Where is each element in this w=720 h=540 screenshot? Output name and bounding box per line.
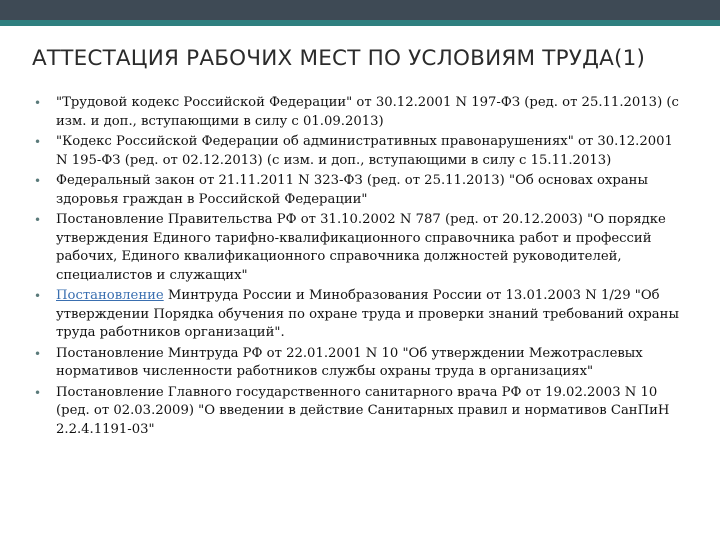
list-item xyxy=(34,287,684,343)
top-bar-accent-stripe xyxy=(0,20,720,26)
list-item-text: Постановление Главного государственного санитарного врача РФ от 19.02.2003 N 10 (ред. от 02.03.2009) "О введении в действие Санитарных правил и нормативов СанПиН 2.2.4.1191-03" xyxy=(56,384,670,437)
list-item xyxy=(34,133,684,170)
list-item xyxy=(34,94,684,131)
list-item-text: "Трудовой кодекс Российской Федерации" от 30.12.2001 N 197-ФЗ (ред. от 25.11.2013) (с изм. и доп., вступающими в силу с 01.09.2013) xyxy=(56,95,679,129)
bullet-icon: • xyxy=(34,346,42,361)
list-item-text: Постановление Правительства РФ от 31.10.2002 N 787 (ред. от 20.12.2003) "О порядке утверждения Единого тарифно-квалификационного справочника работ и профессий рабочих, Единого квалификационного справочника должностей руководителей, специалистов и служащих" xyxy=(56,212,666,283)
list-item xyxy=(34,345,684,382)
bullet-list xyxy=(34,94,684,441)
slide-top-bar xyxy=(0,0,720,26)
bullet-icon: • xyxy=(34,385,42,400)
list-item-text: Федеральный закон от 21.11.2011 N 323-ФЗ (ред. от 25.11.2013) "Об основах охраны здоровья граждан в Российской Федерации" xyxy=(56,173,648,207)
bullet-icon: • xyxy=(34,213,42,227)
bullet-icon: • xyxy=(34,289,42,303)
bullet-icon: • xyxy=(34,135,42,149)
list-item xyxy=(34,384,684,440)
bullet-icon: • xyxy=(34,96,42,110)
list-item-text: Постановление Минтруда РФ от 22.01.2001 N 10 "Об утверждении Межотраслевых нормативов численности работников службы охраны труда в организациях" xyxy=(56,345,643,379)
list-item xyxy=(34,172,684,209)
top-bar-dark-stripe xyxy=(0,0,720,20)
slide-title: АТТЕСТАЦИЯ РАБОЧИХ МЕСТ ПО УСЛОВИЯМ ТРУДА(1) xyxy=(32,46,646,71)
bullet-icon: • xyxy=(34,174,42,188)
list-item xyxy=(34,211,684,285)
list-item-text: "Кодекс Российской Федерации об административных правонарушениях" от 30.12.2001 N 195-ФЗ (ред. от 02.12.2013) (с изм. и доп., вступающими в силу с 15.11.2013) xyxy=(56,134,673,168)
list-item-text: Минтруда России и Минобразования России от 13.01.2003 N 1/29 "Об утверждении Порядка обучения по охране труда и проверки знаний требований охраны труда работников организаций". xyxy=(56,288,679,340)
postanovlenie-link[interactable]: Постановление xyxy=(56,288,164,303)
